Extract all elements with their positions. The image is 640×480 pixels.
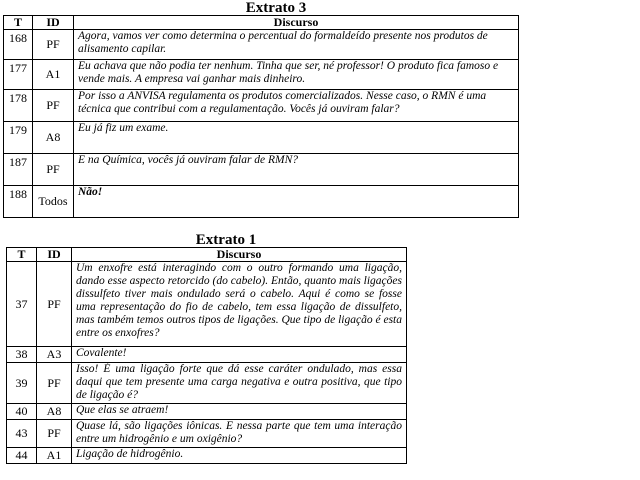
extract3-header-row bbox=[4, 16, 519, 30]
header-id: ID bbox=[37, 248, 72, 262]
table-row bbox=[7, 347, 407, 363]
speaker-id: PF bbox=[33, 90, 74, 122]
turn-number: 39 bbox=[7, 363, 37, 404]
speech-text: Agora, vamos ver como determina o percentual do formaldeído presente nos produtos de alisamento capilar. bbox=[74, 30, 519, 60]
table-row bbox=[4, 60, 519, 90]
speaker-id: Todos bbox=[33, 186, 74, 218]
turn-number: 37 bbox=[7, 262, 37, 347]
speaker-id: A1 bbox=[33, 60, 74, 90]
header-id: ID bbox=[33, 16, 74, 30]
speaker-id: A1 bbox=[37, 448, 72, 464]
speech-text: Ligação de hidrogênio. bbox=[72, 448, 407, 464]
turn-number: 43 bbox=[7, 420, 37, 448]
table-row bbox=[4, 30, 519, 60]
turn-number: 188 bbox=[4, 186, 33, 218]
speech-text: E na Química, vocês já ouviram falar de RMN? bbox=[74, 154, 519, 186]
extract1-title: Extrato 1 bbox=[195, 232, 257, 248]
extract1-header-row bbox=[7, 248, 407, 262]
table-row bbox=[7, 420, 407, 448]
table-row bbox=[7, 404, 407, 420]
table-row bbox=[4, 186, 519, 218]
speech-text: Um enxofre está interagindo com o outro formando uma ligação, dando esse aspecto retorcido (do cabelo). Então, quanto mais ligações dissulfeto tiver mais ondulado será o cabelo. Aqui é como se fosse uma representação do fio de cabelo, tem essa ligação de dissulfeto, mas também temos outros tipos de ligações. Que tipo de ligação é esta entre os enxofres? bbox=[72, 262, 407, 347]
turn-number: 44 bbox=[7, 448, 37, 464]
turn-number: 168 bbox=[4, 30, 33, 60]
speaker-id: A8 bbox=[33, 122, 74, 154]
turn-number: 179 bbox=[4, 122, 33, 154]
speaker-id: PF bbox=[33, 30, 74, 60]
extract1-table bbox=[6, 247, 407, 464]
speaker-id: PF bbox=[37, 262, 72, 347]
speaker-id: PF bbox=[37, 420, 72, 448]
speaker-id: PF bbox=[37, 363, 72, 404]
speaker-id: PF bbox=[33, 154, 74, 186]
speech-text: Não! bbox=[74, 186, 519, 218]
header-t: T bbox=[7, 248, 37, 262]
table-row bbox=[7, 262, 407, 347]
table-row bbox=[4, 122, 519, 154]
turn-number: 178 bbox=[4, 90, 33, 122]
extract3-table bbox=[3, 15, 519, 218]
turn-number: 177 bbox=[4, 60, 33, 90]
table-row bbox=[7, 448, 407, 464]
header-discurso: Discurso bbox=[74, 16, 519, 30]
turn-number: 187 bbox=[4, 154, 33, 186]
speech-text: Quase lá, são ligações iônicas. E nessa parte que tem uma interação entre um hidrogênio e um oxigênio? bbox=[72, 420, 407, 448]
speaker-id: A3 bbox=[37, 347, 72, 363]
table-row bbox=[4, 90, 519, 122]
table-row bbox=[7, 363, 407, 404]
speech-text: Covalente! bbox=[72, 347, 407, 363]
header-t: T bbox=[4, 16, 33, 30]
speech-text: Eu já fiz um exame. bbox=[74, 122, 519, 154]
speech-text: Eu achava que não podia ter nenhum. Tinha que ser, né professor! O produto fica famoso e vende mais. A empresa vai ganhar mais dinheiro. bbox=[74, 60, 519, 90]
speech-text: Por isso a ANVISA regulamenta os produtos comercializados. Nesse caso, o RMN é uma técnica que contribui com a regulamentação. Vocês já ouviram falar? bbox=[74, 90, 519, 122]
speech-text: Isso! É uma ligação forte que dá esse caráter ondulado, mas essa daqui que tem presente uma carga negativa e outra positiva, que tipo de ligação é? bbox=[72, 363, 407, 404]
turn-number: 40 bbox=[7, 404, 37, 420]
turn-number: 38 bbox=[7, 347, 37, 363]
speaker-id: A8 bbox=[37, 404, 72, 420]
header-discurso: Discurso bbox=[72, 248, 407, 262]
speech-text: Que elas se atraem! bbox=[72, 404, 407, 420]
table-row bbox=[4, 154, 519, 186]
extract3-title: Extrato 3 bbox=[245, 0, 307, 16]
